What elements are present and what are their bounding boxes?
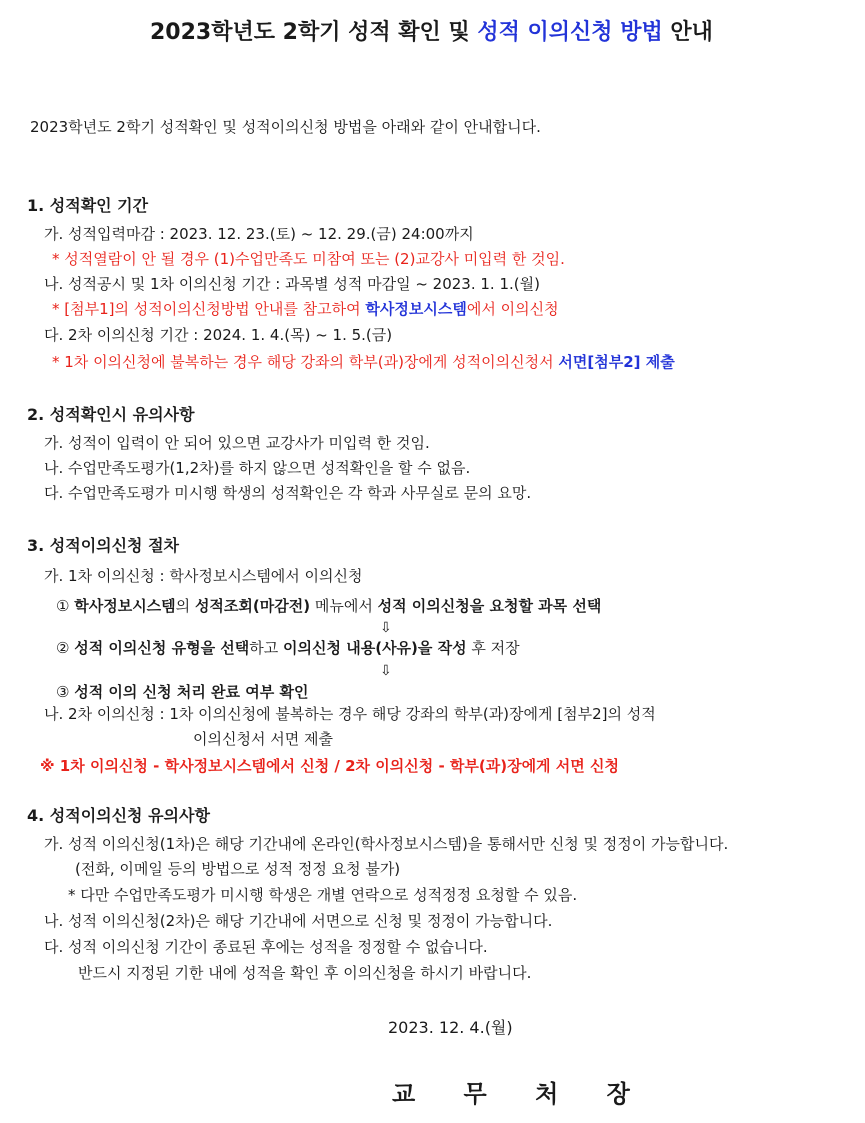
procedure-step-1 xyxy=(56,596,601,616)
signature: 교 무 처 장 xyxy=(392,1080,650,1108)
step3-number: ③ xyxy=(56,683,70,701)
section4-item-ga-2: (전화, 이메일 등의 방법으로 성적 정정 요청 불가) xyxy=(75,860,401,878)
section1-note-da-1: * 1차 이의신청에 불복하는 경우 해당 강좌의 학부(과)장에게 성적이의신청서 xyxy=(52,353,559,371)
section1-note-na xyxy=(52,299,559,319)
step1-part-a: 학사정보시스템 xyxy=(74,597,176,615)
section2-item-1: 가. 성적이 입력이 안 되어 있으면 교강사가 미입력 한 것임. xyxy=(44,434,430,452)
title-part-3: 안내 xyxy=(662,20,713,45)
step2-part-d: 후 저장 xyxy=(466,639,520,657)
document-date: 2023. 12. 4.(월) xyxy=(388,1018,513,1037)
section1-note-na-1: * [첨부1]의 성적이의신청방법 안내를 참고하여 xyxy=(52,300,366,318)
section1-note-ga: * 성적열람이 안 될 경우 (1)수업만족도 미참여 또는 (2)교강사 미입력 한 것임. xyxy=(52,250,565,268)
procedure-step-3 xyxy=(56,682,308,702)
section1-heading: 1. 성적확인 기간 xyxy=(27,196,149,215)
section3-item-ga: 가. 1차 이의신청 : 학사정보시스템에서 이의신청 xyxy=(44,567,363,585)
section1-item-da: 다. 2차 이의신청 기간 : 2024. 1. 4.(목) ~ 1. 5.(금) xyxy=(44,326,393,344)
title-part-1: 2023학년도 2학기 성적 확인 및 xyxy=(150,20,478,45)
step1-part-d: 메뉴에서 xyxy=(310,597,378,615)
section3-heading: 3. 성적이의신청 절차 xyxy=(27,536,179,555)
step1-number: ① xyxy=(56,597,70,615)
page-title xyxy=(150,18,713,48)
step1-part-c: 성적조회(마감전) xyxy=(194,597,311,615)
section4-heading: 4. 성적이의신청 유의사항 xyxy=(27,806,210,825)
section2-heading: 2. 성적확인시 유의사항 xyxy=(27,405,195,424)
step2-number: ② xyxy=(56,639,70,657)
section3-notice: ※ 1차 이의신청 - 학사정보시스템에서 신청 / 2차 이의신청 - 학부(과)장에게 서면 신청 xyxy=(40,757,619,775)
section4-item-da: 다. 성적 이의신청 기간이 종료된 후에는 성적을 정정할 수 없습니다. xyxy=(44,938,488,956)
down-arrow-icon: ⇩ xyxy=(380,620,392,636)
down-arrow-icon: ⇩ xyxy=(380,663,392,679)
step2-part-b: 하고 xyxy=(249,639,284,657)
section1-note-da xyxy=(52,352,675,372)
step2-part-c: 이의신청 내용(사유)을 작성 xyxy=(283,639,467,657)
intro-text: 2023학년도 2학기 성적확인 및 성적이의신청 방법을 아래와 같이 안내합니다. xyxy=(30,118,541,136)
section1-note-na-2: 학사정보시스템 xyxy=(365,300,467,318)
procedure-step-2 xyxy=(56,638,520,658)
step1-part-b: 의 xyxy=(175,597,195,615)
section4-item-ga: 가. 성적 이의신청(1차)은 해당 기간내에 온라인(학사정보시스템)을 통해서만 신청 및 정정이 가능합니다. xyxy=(44,835,729,853)
section1-note-na-3: 에서 이의신청 xyxy=(466,300,559,318)
section1-item-na: 나. 성적공시 및 1차 이의신청 기간 : 과목별 성적 마감일 ~ 2023. 1. 1.(월) xyxy=(44,275,540,293)
section4-item-da-2: 반드시 지정된 기한 내에 성적을 확인 후 이의신청을 하시기 바랍니다. xyxy=(78,964,532,982)
section2-item-2: 나. 수업만족도평가(1,2차)를 하지 않으면 성적확인을 할 수 없음. xyxy=(44,459,471,477)
section2-item-3: 다. 수업만족도평가 미시행 학생의 성적확인은 각 학과 사무실로 문의 요망. xyxy=(44,484,532,502)
section4-item-ga-3: * 다만 수업만족도평가 미시행 학생은 개별 연락으로 성적정정 요청할 수 있음. xyxy=(68,886,578,904)
section4-item-na: 나. 성적 이의신청(2차)은 해당 기간내에 서면으로 신청 및 정정이 가능합니다. xyxy=(44,912,553,930)
section3-item-na-line2: 이의신청서 서면 제출 xyxy=(193,730,333,748)
step3-part-a: 성적 이의 신청 처리 완료 여부 확인 xyxy=(74,683,309,701)
section1-note-da-2: 서면[첨부2] 제출 xyxy=(558,353,675,371)
section3-item-na-line1: 나. 2차 이의신청 : 1차 이의신청에 불복하는 경우 해당 강좌의 학부(과)장에게 [첨부2]의 성적 xyxy=(44,705,656,723)
section1-item-ga: 가. 성적입력마감 : 2023. 12. 23.(토) ~ 12. 29.(금) 24:00까지 xyxy=(44,225,474,243)
title-part-2: 성적 이의신청 방법 xyxy=(477,20,663,45)
step2-part-a: 성적 이의신청 유형을 선택 xyxy=(74,639,250,657)
step1-part-e: 성적 이의신청을 요청할 과목 선택 xyxy=(377,597,602,615)
